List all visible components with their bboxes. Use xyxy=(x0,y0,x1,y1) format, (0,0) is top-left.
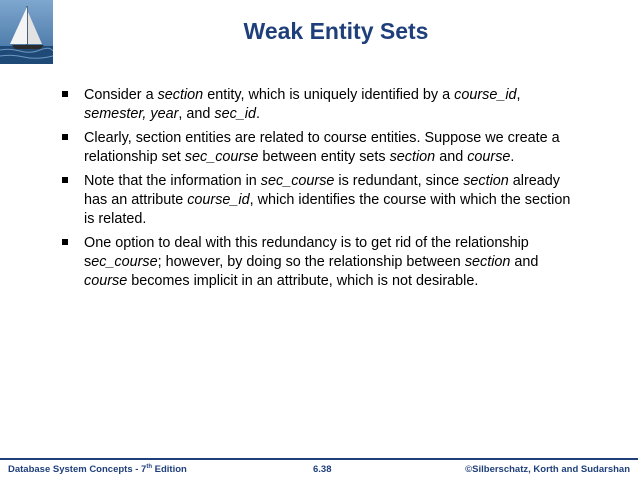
bullet-text xyxy=(84,130,560,165)
footer-book-title: Database System Concepts - 7th Edition xyxy=(8,464,187,476)
footer-copyright: ©Silberschatz, Korth and Sudarshan xyxy=(465,464,630,475)
slide-title: Weak Entity Sets xyxy=(243,18,429,44)
italic-term: section xyxy=(463,173,509,189)
italic-term: course xyxy=(84,273,128,289)
bullet-square-icon xyxy=(62,91,68,97)
italic-term: course_id xyxy=(187,192,250,208)
text-run: already has an attribute xyxy=(84,173,560,208)
italic-term: section xyxy=(157,87,204,103)
text-run: Consider a xyxy=(84,87,158,103)
bullet-text xyxy=(84,87,521,122)
bullet-square-icon xyxy=(62,134,68,140)
italic-term: section xyxy=(464,254,511,270)
bullet-square-icon xyxy=(62,239,68,245)
footer-page-number: 6.38 xyxy=(313,464,332,475)
bullet-item xyxy=(62,129,582,167)
italic-term: ec_course xyxy=(91,254,158,270)
text-run: entity, which is uniquely identified by a xyxy=(203,87,455,103)
bullet-item xyxy=(62,86,582,124)
bullet-text xyxy=(84,235,538,289)
footer-divider xyxy=(0,458,638,460)
text-run: , xyxy=(516,87,521,103)
text-run: . xyxy=(256,106,260,122)
italic-term: course_id xyxy=(454,87,517,103)
italic-term: sec_course xyxy=(260,173,335,189)
italic-term: section xyxy=(389,149,436,165)
text-run: . xyxy=(510,149,515,165)
text-run: Note that the information in xyxy=(84,173,261,189)
italic-term: sec_id xyxy=(214,106,256,122)
bullet-list xyxy=(62,86,582,296)
text-run: and xyxy=(435,149,468,165)
text-run: , which identifies the course with which the section is related. xyxy=(84,192,571,227)
bullet-square-icon xyxy=(62,177,68,183)
text-run: becomes implicit in an attribute, which is not desirable. xyxy=(127,273,479,289)
text-run: and xyxy=(510,254,539,270)
italic-term: semester, year xyxy=(84,106,179,122)
text-run: Clearly, section entities are related to course entities. Suppose we create a relationship set xyxy=(84,130,560,165)
bullet-text xyxy=(84,173,570,227)
bullet-item xyxy=(62,234,582,291)
italic-term: sec_course xyxy=(184,149,259,165)
italic-term: course xyxy=(467,149,511,165)
bullet-item xyxy=(62,172,582,229)
text-run: ; however, by doing so the relationship between xyxy=(157,254,465,270)
text-run: One option to deal with this redundancy is to get rid of the relationship s xyxy=(84,235,529,270)
text-run: , and xyxy=(178,106,215,122)
text-run: is redundant, since xyxy=(334,173,464,189)
text-run: between entity sets xyxy=(258,149,390,165)
